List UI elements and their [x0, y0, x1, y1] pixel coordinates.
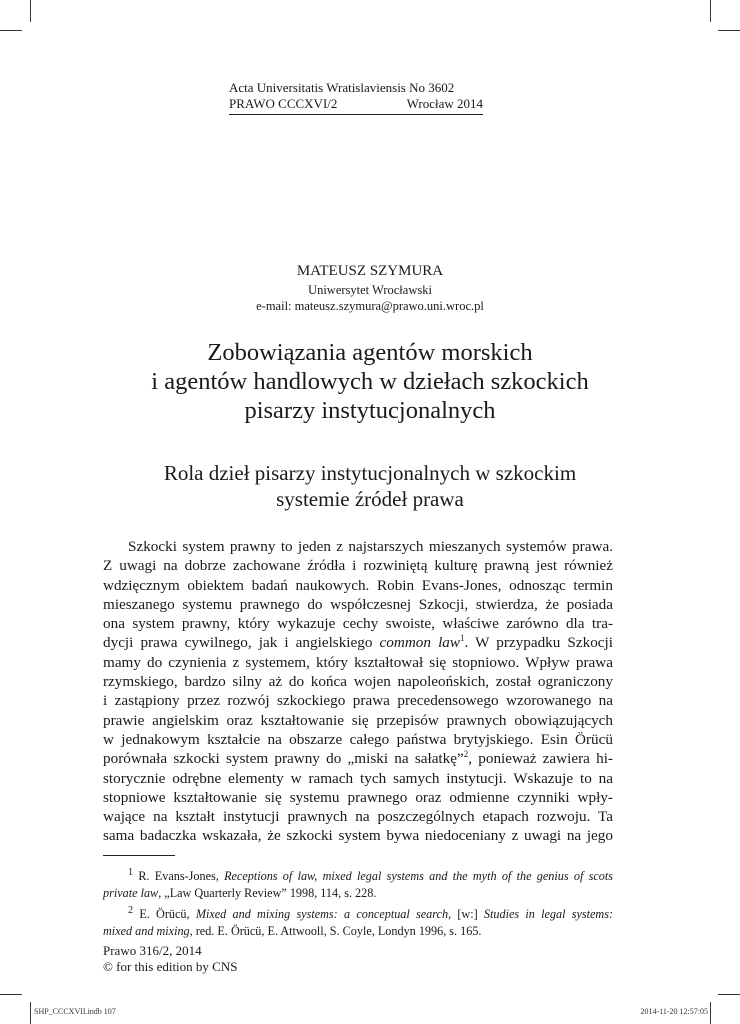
author-email: e-mail: mateusz.szymura@prawo.uni.wroc.pl — [256, 299, 484, 313]
text-line — [103, 633, 613, 652]
heading-line: systemie źródeł prawa — [276, 487, 464, 511]
crop-mark — [0, 30, 22, 31]
body-paragraph — [103, 537, 613, 846]
footnote-1-cont — [103, 885, 613, 902]
text-line: Z uwagi na dobrze zachowane źródła i rozwiniętą kulturę prawną jest również — [103, 557, 613, 575]
author-affiliation: Uniwersytet Wrocławski — [308, 283, 432, 297]
crop-mark — [0, 994, 22, 995]
text-line: w jednakowym kształcie na obszarze całego państwa brytyjskiego. Esin Örücü — [103, 730, 613, 748]
running-header — [229, 80, 483, 112]
copyright-label: © for this edition by CNS — [103, 959, 238, 974]
journal-name: Acta Universitatis Wratislaviensis No 3602 — [229, 80, 455, 95]
title-line: Zobowiązania agentów morskich — [207, 339, 533, 366]
heading-line: Rola dzieł pisarzy instytucjonalnych w szkockim — [163, 461, 577, 485]
author-name: MATEUSZ SZYMURA — [296, 263, 444, 279]
crop-mark — [710, 0, 711, 22]
footnote-2 — [103, 902, 613, 923]
text-line: storycznie odrębne elementy w ramach tych samych instytucji. Wskazuje to na — [103, 769, 613, 787]
text-run: dycji prawa cywilnego, jak i angielskiego — [103, 634, 380, 652]
italic-title: Receptions of law, mixed legal systems and the myth of the genius of scots — [224, 869, 613, 884]
text-run: . W przypadku Szkocji — [464, 634, 613, 652]
text-run: , [w:] — [448, 907, 484, 922]
italic-title: Studies in legal systems: — [483, 907, 613, 922]
footnote-number: 2 — [128, 905, 134, 917]
page-footer — [103, 943, 237, 975]
text-line: stopniowe kształtowanie się systemu prawnego oraz odmienne czynniki wpły- — [103, 788, 613, 806]
text-line: wające na kształt instytucji prawnych na poszczególnych etapach rozwoju. Ta — [103, 808, 613, 826]
author-block — [0, 262, 740, 314]
crop-mark — [710, 1002, 711, 1024]
journal-place-year: Wrocław 2014 — [406, 96, 483, 111]
crop-mark — [30, 1002, 31, 1024]
issue-label: Prawo 316/2, 2014 — [103, 943, 202, 958]
header-rule — [229, 114, 483, 115]
printer-slug-date: 2014-11-20 12:57:05 — [640, 1007, 708, 1016]
printer-slug-file: SHP_CCCXVII.indb 107 — [34, 1007, 116, 1016]
journal-series: PRAWO CCCXVI/2 — [229, 96, 338, 111]
text-line — [103, 749, 613, 768]
italic-title: private law — [103, 886, 159, 901]
crop-mark — [30, 0, 31, 22]
text-line: prawie angielskim oraz kształtowanie się przepisów prawnych obowiązujących — [103, 711, 613, 729]
italic-term: common law — [379, 634, 461, 652]
text-line: sama badaczka wskazała, że szkocki system bywa niedoceniany z uwagi na jego — [103, 827, 613, 845]
title-line: pisarzy instytucjonalnych — [244, 397, 496, 424]
text-line: mieszanego systemu prawnego do współczesnej Szkocji, stwierdza, że posiada — [103, 595, 613, 613]
footnote-rule — [103, 855, 175, 856]
text-run: , „Law Quarterly Review” 1998, 114, s. 228. — [158, 886, 377, 901]
text-line: rzymskiego, bardzo silny aż do końca wojen napoleońskich, został ograniczony — [103, 673, 613, 691]
footnote-2-cont — [103, 923, 613, 940]
section-heading — [0, 460, 740, 512]
text-run: porównała szkocki system prawny do „miski na sałatkę” — [103, 750, 464, 768]
footnote-ref[interactable]: 1 — [460, 633, 465, 644]
footnote-number: 1 — [128, 867, 134, 878]
text-line: mamy do czynienia z systemem, który kształtował się stopniowo. Wpływ prawa — [103, 653, 613, 671]
italic-title: mixed and mixing — [103, 924, 190, 939]
article-title — [0, 338, 740, 425]
text-line: Szkocki system prawny to jeden z najstarszych mieszanych systemów prawa. — [128, 538, 613, 555]
text-run: R. Evans-Jones, — [133, 869, 225, 884]
text-run: , red. E. Örücü, E. Attwooll, S. Coyle, Londyn 1996, s. 165. — [189, 924, 482, 939]
footnotes — [103, 864, 613, 940]
text-line: wdzięcznym obiektem badań naukowych. Robin Evans-Jones, odnosząc termin — [103, 576, 613, 594]
crop-mark — [718, 30, 740, 31]
footnote-ref[interactable]: 2 — [463, 749, 469, 760]
title-line: i agentów handlowych w dziełach szkockich — [151, 368, 589, 395]
crop-mark — [718, 994, 740, 995]
text-run: , ponieważ zawiera hi- — [468, 750, 613, 768]
italic-title: Mixed and mixing systems: a conceptual search — [195, 907, 449, 922]
text-run: E. Örücü, — [133, 907, 196, 922]
footnote-1 — [103, 864, 613, 885]
text-line: ona system prawny, który wykazuje cechy swoiste, właściwe zarówno dla tra- — [103, 615, 613, 633]
text-line: i zastąpiony przez rozwój szkockiego prawa precedensowego wzorowanego na — [103, 692, 613, 710]
